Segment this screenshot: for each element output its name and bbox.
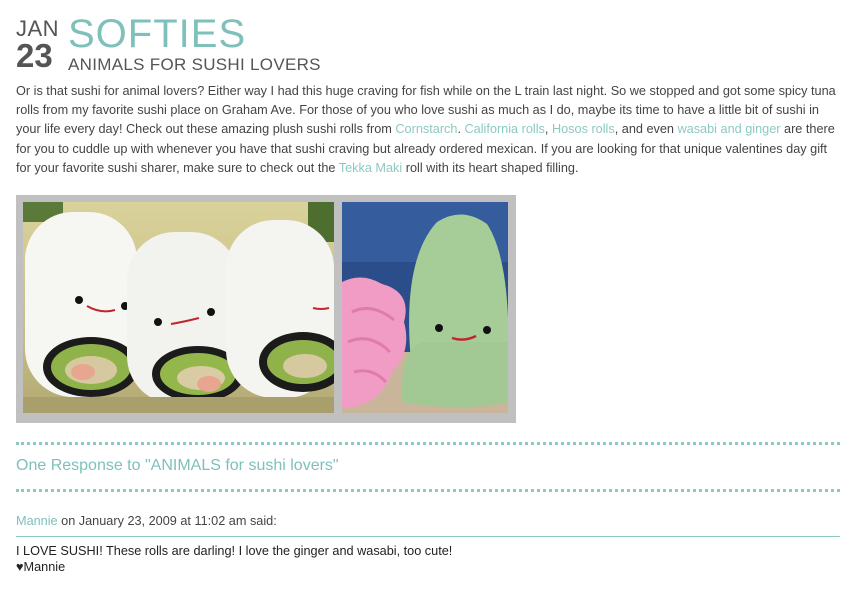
link-tekka-maki[interactable]: Tekka Maki [338,160,403,175]
post-text-segment: roll with its heart shaped filling. [402,160,579,175]
post-title[interactable]: ANIMALS FOR SUSHI LOVERS [68,55,321,74]
comment-text: I LOVE SUSHI! These rolls are darling! I love the ginger and wasabi, too cute! [16,544,453,558]
post-text-segment: Or is that sushi for animal lovers? Either way I had this huge craving for fish while on the L train last night. So we stopped and got some spicy tuna rolls from my favorite sushi place on Graham Ave. For those of you who love sushi as much as I do, maybe its time to have a little bit of sushi in your life every day! Check out these amazing plush sushi rolls from [16,84,836,137]
post-body [16,82,844,178]
post-text-segment: . [457,122,465,137]
section-divider [16,442,840,445]
comment-meta: on January 23, 2009 at 11:02 am said: [57,514,277,528]
post-date-day: 23 [16,37,53,74]
post-text-segment: , and even [614,122,678,137]
responses-heading: One Response to "ANIMALS for sushi lovers" [16,457,339,474]
comment-body [16,543,452,575]
link-cornstarch[interactable]: Cornstarch [395,122,458,137]
comment-rule [16,536,840,537]
post-date-month: JAN [16,16,60,41]
link-wasabi-and-ginger[interactable]: wasabi and ginger [677,122,781,137]
post-date [16,18,68,72]
sushi-rolls-photo [23,202,334,413]
post-photo [16,195,516,423]
post-category[interactable]: SOFTIES [68,12,247,56]
comment-author-link[interactable]: Mannie [16,514,58,528]
link-hosos-rolls[interactable]: Hosos rolls [551,122,615,137]
comment-header [16,514,277,528]
post-text-segment: , [544,122,552,137]
post-text-segment: are there for you to cuddle up with whenever you have that sushi craving but already ordered mexican. If you are looking for that unique valentines day gift for your favorite sushi sharer, make sure to check out the [16,122,835,175]
wasabi-ginger-photo [342,202,508,413]
link-california-rolls[interactable]: California rolls [464,122,545,137]
comment-signature: ♥Mannie [16,560,66,574]
section-divider [16,489,840,492]
